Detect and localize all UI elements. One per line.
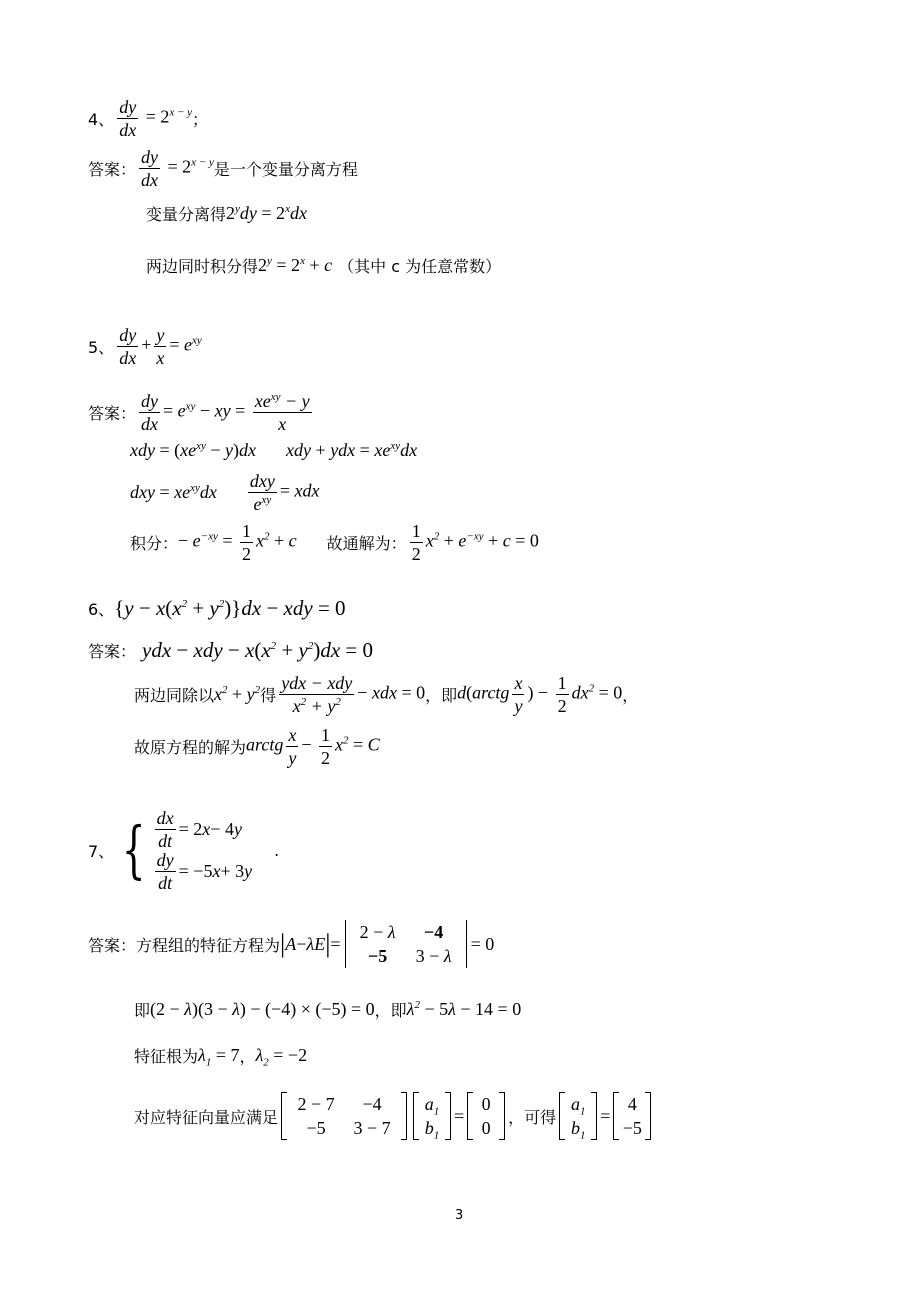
determinant: 2 − λ −4 −5 3 − λ (345, 920, 467, 968)
answer-equation: $\frac{dy}{dx}$ = $2^{x - y}$ (141, 147, 214, 190)
problem-6-statement: 6、 $\{y - x(x^2 + y^2)\}dx$ − xdy = 0 (88, 596, 346, 620)
answer-label: 答案： (88, 160, 137, 179)
result-vector-rhs: 4 −5 (613, 1092, 651, 1140)
problem-5-answer: 答案： $\frac{dy}{dx}$ = $e^{xy}$ − xy = $\frac{xe^{xy} - y}{x}$ (88, 391, 310, 434)
problem-7-statement: 7、 { $\frac{dx}{dt}$ = 2 x − 4 y $\frac{dy}{dt}$ = −5 x + 3 y . (88, 807, 280, 893)
zero-vector: 0 0 (467, 1092, 505, 1140)
problem-6-answer: 答案： ydx − xdy − $x(x^2 + y^2)dx = 0$ (88, 638, 374, 662)
problem-7-roots: 特征根为 $\lambda_1 = 7$ ， $\lambda_2 = -2$ (134, 1045, 308, 1069)
problem-6-step-1: 两边同除以 $x^2 + y^2$ 得 $\frac{\text{ydx − xdy}}{x^2 + y^2}$ − xdx = 0 ，即 d(arctg $\frac{x}{y}$ ) − $\frac{1}{2}$ $dx^2 = 0$ ， (134, 673, 639, 716)
problem-5-step-1: xdy = $(xe^{xy} - y)dx$ xdy + ydx = $xe^{xy}dx$ (130, 440, 418, 460)
problem-7-eigenvector: 对应特征向量应满足 2 − 7 −4 −5 3 − 7 $a_1$ $b_1$ = 0 0 ，可得 $a_1$ $b_1$ = 4 −5 (134, 1092, 654, 1140)
problem-7-expansion: 即 (2 − λ)(3 − λ) − (−4) × (−5) = 0 ，即 $\lambda^2 - 5\lambda - 14 = 0$ (134, 999, 522, 1020)
problem-4-separation: 变量分离得 $2^ydy = 2^xdx$ (146, 203, 307, 224)
problem-5-statement: 5、 $\frac{dy}{dx}$ + $\frac{y}{x}$ = $e^{xy}$ (88, 325, 202, 368)
problem-5-general-solution: 积分： − $e^{-xy}$ = $\frac{1}{2}$ $x^2 + c$ 故通解为： $\frac{1}{2}$ $x^2 + e^{-xy} + c = 0$ (130, 521, 539, 564)
result-vector-lhs: $a_1$ $b_1$ (559, 1092, 597, 1140)
problem-4-answer: 答案： $\frac{dy}{dx}$ = $2^{x - y}$ 是一个变量分离方程 (88, 147, 358, 190)
problem-6-solution: 故原方程的解为 arctg $\frac{x}{y}$ − $\frac{1}{2}$ $x^2 = C$ (134, 725, 380, 768)
page-number: 3 (455, 1208, 464, 1223)
problem-4-label: 4、 (88, 110, 115, 129)
coefficient-matrix: 2 − 7 −4 −5 3 − 7 (281, 1092, 407, 1140)
unknown-vector: $a_1$ $b_1$ (413, 1092, 451, 1140)
problem-5-step-2: dxy = $xe^{xy}dx$ $\frac{\text{dxy}}{e^{xy}}$ = xdx (130, 471, 320, 514)
problem-4-equation: $\frac{dy}{dx}$ = $2^{x - y}$ (119, 97, 193, 140)
problem-7-characteristic-equation: 答案： 方程组的特征方程为 | A − λE | = 2 − λ −4 −5 3 − λ = 0 (88, 920, 494, 968)
equation-system: $\frac{dx}{dt}$ = 2 x − 4 y $\frac{dy}{dt}$ = −5 x + 3 y (156, 807, 253, 893)
problem-4-integration: 两边同时积分得 $2^y = 2^x + c$ （其中 c 为任意常数） (146, 255, 502, 276)
problem-4-statement: 4、 $\frac{dy}{dx}$ = $2^{x - y}$ ； (88, 97, 209, 140)
